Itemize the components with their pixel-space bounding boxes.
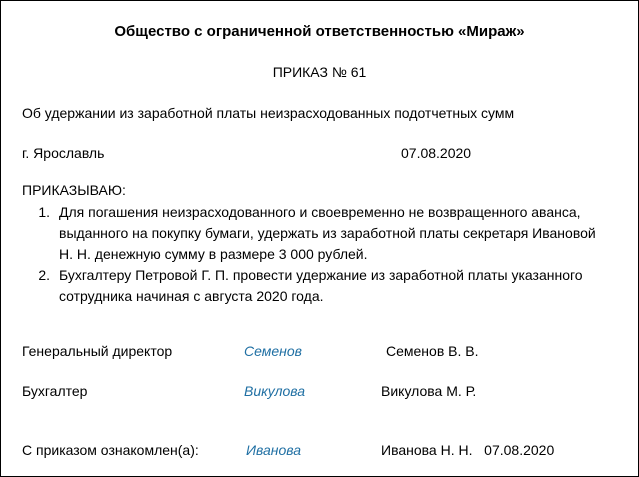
company-name: Общество с ограниченной ответственностью «Мираж» [114, 23, 525, 40]
signature-director: Семенов [244, 343, 302, 359]
signature-role-accountant: Бухгалтер [22, 383, 88, 399]
order-city: г. Ярославль [22, 145, 105, 161]
item-number: 1. [38, 204, 50, 220]
signature-role-acknowledged: С приказом ознакомлен(а): [22, 442, 199, 458]
item-line: сотрудника начиная с августа 2020 года. [59, 288, 324, 304]
order-subject: Об удержании из заработной платы неизрасходованных подотчетных сумм [22, 105, 515, 121]
order-number: ПРИКАЗ № 61 [272, 64, 367, 80]
signature-name-accountant: Викулова М. Р. [381, 383, 477, 399]
item-number: 2. [38, 267, 50, 283]
signature-name-employee: Иванова Н. Н. 07.08.2020 [381, 442, 555, 458]
signature-name-director: Семенов В. В. [386, 343, 479, 359]
signature-employee: Иванова [246, 442, 302, 458]
order-items [22, 202, 612, 307]
list-item [22, 202, 612, 265]
item-line: Н. Н. денежную сумму в размере 3 000 рублей. [59, 246, 368, 262]
item-text [59, 202, 612, 265]
item-line: Бухгалтеру Петровой Г. П. провести удержание из заработной платы указанного [59, 267, 583, 283]
list-item [22, 265, 612, 307]
item-text [59, 265, 612, 307]
order-directive: ПРИКАЗЫВАЮ: [22, 182, 126, 198]
signature-accountant: Викулова [244, 383, 306, 399]
signature-role-director: Генеральный директор [22, 343, 173, 359]
item-line: Для погашения неизрасходованного и своевременно не возвращенного аванса, [59, 204, 581, 220]
order-date: 07.08.2020 [401, 145, 472, 161]
item-line: выданного на покупку бумаги, удержать из заработной платы секретаря Ивановой [59, 225, 596, 241]
